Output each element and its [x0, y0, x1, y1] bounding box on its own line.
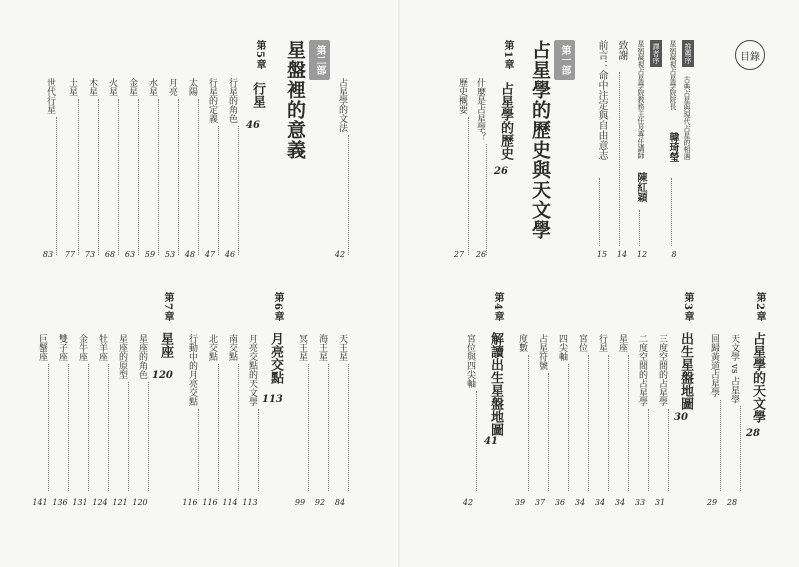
ch7-entry-4-page: 136 — [52, 498, 68, 507]
ch3-entry-1[interactable]: 二度空間的占星學 — [636, 334, 649, 494]
pref1-page: 8 — [671, 250, 677, 259]
ch3-entry-4[interactable]: 宮位 — [576, 334, 589, 494]
ch4-entry-0[interactable]: 宮位與四尖軸 — [464, 334, 477, 494]
ch2-entry-0[interactable]: 天文學 vs 占星學 — [728, 334, 741, 494]
ch7-page: 120 — [152, 370, 173, 381]
ch1-label: 第1章 — [502, 40, 513, 70]
ch3-entry-0-page: 31 — [654, 498, 666, 507]
ch3-page: 30 — [674, 412, 688, 423]
ch7-entry-1[interactable]: 星座的原型 — [116, 334, 129, 494]
ch5-page: 46 — [246, 120, 260, 131]
ch5-entry-6[interactable]: 火星 — [106, 78, 119, 258]
ch3-entry-6[interactable]: 占星符號 — [536, 334, 549, 494]
ch1b-entry-0[interactable]: 占星學的文法 — [336, 78, 349, 258]
pref2-author: 陳紅穎 — [635, 172, 646, 202]
ch3-entry-4-page: 34 — [574, 498, 586, 507]
ch5-entry-5-page: 63 — [124, 250, 136, 259]
ch5b-entry-1-page: 92 — [314, 498, 326, 507]
ch5b-entry-2[interactable]: 冥王星 — [296, 334, 309, 494]
ch5-entry-7-page: 73 — [84, 250, 96, 259]
ch1-title[interactable]: 占星學的歷史 — [498, 82, 513, 160]
thanks-dots — [619, 72, 620, 246]
ch6-page: 113 — [262, 394, 283, 405]
ch6-entry-2[interactable]: 北交點 — [206, 334, 219, 494]
ch5-entry-6-page: 68 — [104, 250, 116, 259]
ch5-entry-0[interactable]: 行星的角色 — [226, 78, 239, 258]
ch6-entry-2-page: 116 — [202, 498, 218, 507]
ch2-entry-1[interactable]: 回歸黃道占星學 — [708, 334, 721, 494]
ch2-page: 28 — [746, 428, 760, 439]
ch5-entry-7[interactable]: 木星 — [86, 78, 99, 258]
ch1-entry-1[interactable]: 歷史概要 — [456, 78, 469, 258]
part1-title: 占星學的歷史與天文學 — [529, 40, 551, 240]
intro-dots — [599, 178, 600, 246]
ch3-entry-0[interactable]: 三度空間的占星學 — [656, 334, 669, 494]
part1-box: 第一部 — [554, 40, 575, 80]
ch5-entry-0-page: 46 — [224, 250, 236, 259]
pref2-dots — [639, 210, 640, 246]
ch5-title[interactable]: 行星 — [250, 82, 265, 108]
ch3-entry-6-page: 37 — [534, 498, 546, 507]
ch7-entry-0[interactable]: 星座的角色 — [136, 334, 149, 494]
pref1-title[interactable]: 古典占星與現代占星的相遇 — [683, 76, 691, 160]
ch7-entry-0-page: 120 — [132, 498, 148, 507]
ch5-entry-1-page: 47 — [204, 250, 216, 259]
ch5-entry-8-page: 77 — [64, 250, 76, 259]
ch6-entry-3[interactable]: 行動中的月亮交點 — [186, 334, 199, 494]
toc-badge — [735, 40, 765, 70]
ch5b-entry-0[interactable]: 天王星 — [336, 334, 349, 494]
ch2-title[interactable]: 占星學的天文學 — [750, 332, 765, 423]
part2-title: 星盤裡的意義 — [284, 40, 306, 160]
ch5-entry-1[interactable]: 行星的定義 — [206, 78, 219, 258]
ch7-title[interactable]: 星座 — [158, 332, 173, 358]
ch6-label: 第6章 — [272, 292, 283, 322]
ch3-entry-5-page: 36 — [554, 498, 566, 507]
ch7-entry-5[interactable]: 巨蟹座 — [36, 334, 49, 494]
book-spine — [398, 0, 400, 567]
ch5-entry-3-page: 53 — [164, 250, 176, 259]
ch5-entry-9[interactable]: 世代行星 — [44, 78, 57, 258]
ch5-entry-2[interactable]: 太陽 — [186, 78, 199, 258]
ch6-entry-3-page: 116 — [182, 498, 198, 507]
ch1-entry-1-page: 27 — [453, 250, 465, 259]
ch4-title[interactable]: 解讀出生星盤地圖 — [488, 332, 503, 436]
ch3-entry-3[interactable]: 行星 — [596, 334, 609, 494]
ch1-page: 26 — [494, 166, 508, 177]
ch3-entry-7[interactable]: 度數 — [516, 334, 529, 494]
ch5-entry-2-page: 48 — [184, 250, 196, 259]
ch6-entry-0[interactable]: 月亮交點的天文學 — [246, 334, 259, 494]
thanks-page: 14 — [616, 250, 628, 259]
ch1b-entry-0-page: 42 — [334, 250, 346, 259]
ch1-entry-0-page: 26 — [475, 250, 487, 259]
ch5-label: 第5章 — [254, 40, 265, 70]
ch3-entry-5[interactable]: 四尖軸 — [556, 334, 569, 494]
ch5b-entry-2-page: 99 — [294, 498, 306, 507]
ch1-entry-0[interactable]: 什麼是占星學？ — [474, 78, 487, 258]
ch3-label: 第3章 — [682, 292, 693, 322]
ch5-entry-5[interactable]: 金星 — [126, 78, 139, 258]
ch6-title[interactable]: 月亮交點 — [268, 332, 283, 384]
ch2-entry-1-page: 29 — [706, 498, 718, 507]
ch6-entry-1-page: 114 — [222, 498, 238, 507]
ch6-entry-0-page: 113 — [242, 498, 258, 507]
ch5b-entry-1[interactable]: 海王星 — [316, 334, 329, 494]
ch2-label: 第2章 — [754, 292, 765, 322]
ch5-entry-4[interactable]: 水星 — [146, 78, 159, 258]
pref2-page: 12 — [636, 250, 648, 259]
ch7-entry-2-page: 124 — [92, 498, 108, 507]
pref1-author-role: 星宿凝視占星學院院長 — [669, 40, 677, 110]
ch7-entry-5-page: 141 — [32, 498, 48, 507]
pref1-tag: 推薦序 — [682, 40, 694, 67]
ch5-entry-3[interactable]: 月亮 — [166, 78, 179, 258]
ch2-entry-0-page: 28 — [726, 498, 738, 507]
pref1-dots — [671, 178, 672, 246]
part2-box: 第二部 — [309, 40, 330, 80]
ch3-entry-7-page: 39 — [514, 498, 526, 507]
ch3-title[interactable]: 出生星盤地圖 — [678, 332, 693, 410]
ch7-entry-4[interactable]: 雙子座 — [56, 334, 69, 494]
ch3-entry-2[interactable]: 星座 — [616, 334, 629, 494]
pref2-tag: 譯者序 — [650, 40, 662, 67]
ch7-entry-1-page: 121 — [112, 498, 128, 507]
ch5-entry-8[interactable]: 土星 — [66, 78, 79, 258]
ch7-entry-3[interactable]: 金牛座 — [76, 334, 89, 494]
ch4-page: 41 — [484, 436, 498, 447]
ch3-entry-2-page: 34 — [614, 498, 626, 507]
intro-page: 15 — [596, 250, 608, 259]
ch5-entry-4-page: 59 — [144, 250, 156, 259]
pref1-author: 韓琦瑩 — [667, 132, 678, 162]
ch7-entry-3-page: 131 — [72, 498, 88, 507]
ch6-entry-1[interactable]: 南交點 — [226, 334, 239, 494]
thanks-label[interactable]: 致謝 — [616, 40, 627, 60]
pref2-author-role: 星宿凝視占星學院教務主任及專任講師 — [637, 40, 645, 159]
ch4-entry-0-page: 42 — [462, 498, 474, 507]
ch5b-entry-0-page: 84 — [334, 498, 346, 507]
ch5-entry-9-page: 83 — [42, 250, 54, 259]
ch3-entry-3-page: 34 — [594, 498, 606, 507]
ch7-label: 第7章 — [162, 292, 173, 322]
intro-label[interactable]: 前言：命中注定與自由意志 — [596, 40, 607, 160]
ch3-entry-1-page: 33 — [634, 498, 646, 507]
ch7-entry-2[interactable]: 牡羊座 — [96, 334, 109, 494]
toc-label: 目錄 — [740, 51, 760, 63]
ch4-label: 第4章 — [492, 292, 503, 322]
